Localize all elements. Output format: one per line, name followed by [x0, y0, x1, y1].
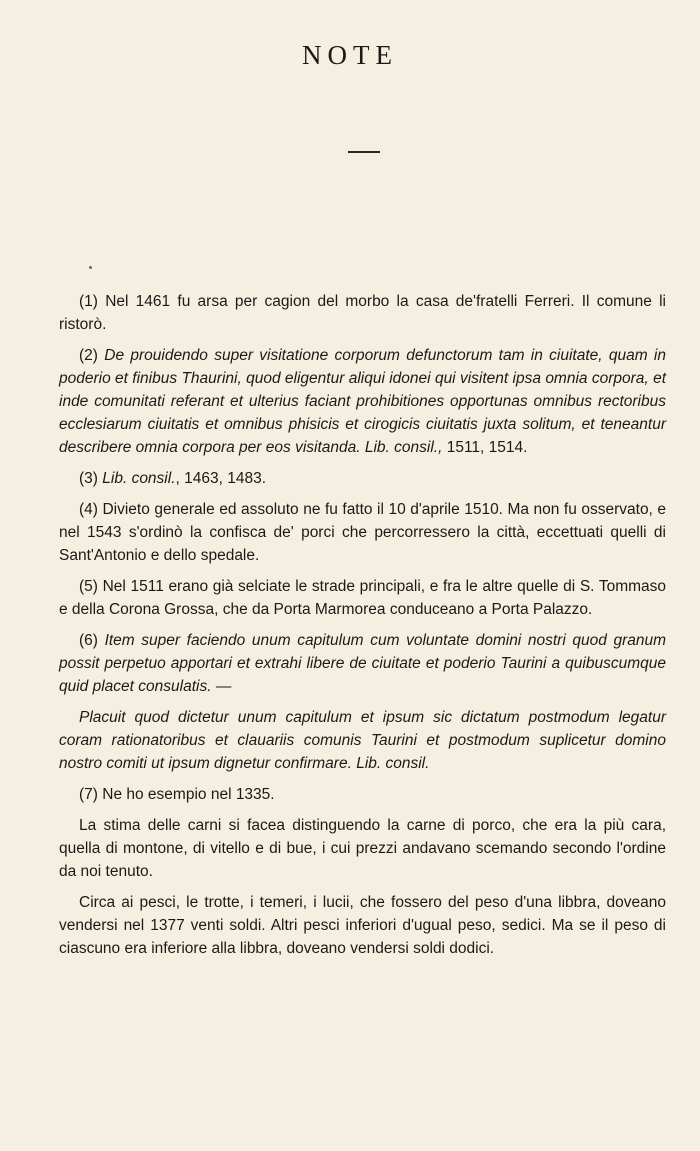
note-7-paragraph-3 [59, 891, 666, 960]
note-text: Divieto generale ed assoluto ne fu fatto il 10 d'aprile 1510. Ma non fu osservato, e nel 1543 s'ordinò la confisca de' porci che percorressero la città, eccettuati quelli di Sant'Antonio e dello spedale. [59, 501, 666, 564]
note-source: Lib. consil. [102, 470, 176, 487]
note-number: (5) [79, 578, 98, 595]
note-5 [59, 575, 666, 621]
note-number: (4) [79, 501, 98, 518]
note-6-continuation [59, 706, 666, 775]
notes-section [59, 290, 666, 968]
note-years: 1511, 1514. [446, 439, 528, 456]
page-title: NOTE [302, 40, 398, 70]
note-1 [59, 290, 666, 336]
note-text: Nel 1461 fu arsa per cagion del morbo la casa de'fratelli Ferreri. Il comune li ristorò. [59, 293, 666, 333]
note-3 [59, 467, 666, 490]
title-divider [348, 151, 380, 153]
note-latin-quote: Placuit quod dictetur unum capitulum et ipsum sic dictatum postmodum legatur coram rationatoribus et clauariis comunis Taurini et postmodum suplicetur domino nostro comiti ut ipsum dignetur confirmare. Lib. consil. [59, 709, 666, 772]
note-text: La stima delle carni si facea distinguendo la carne di porco, che era la più cara, quella di montone, di vitello e di bue, i cui prezzi andavano scemando secondo l'ordine da noi tenuto. [59, 817, 666, 880]
note-number: (6) [79, 632, 98, 649]
note-7 [59, 783, 666, 806]
note-6 [59, 629, 666, 698]
note-2 [59, 344, 666, 459]
note-7-paragraph-2 [59, 814, 666, 883]
note-number: (2) [79, 347, 98, 364]
paper-speck [89, 266, 92, 269]
note-years: , 1463, 1483. [175, 470, 266, 487]
note-text: Circa ai pesci, le trotte, i temeri, i lucii, che fossero del peso d'una libbra, doveano vendersi nel 1377 venti soldi. Altri pesci inferiori d'ugual peso, sedici. Ma se il peso di ciascuno era inferiore alla libbra, doveano vendersi soldi dodici. [59, 894, 666, 957]
note-number: (1) [79, 293, 98, 310]
note-text: Ne ho esempio nel 1335. [102, 786, 275, 803]
note-latin-quote: Item super faciendo unum capitulum cum voluntate domini nostri quod granum possit perpetuo apportari et extrahi libere de ciuitate et poderio Taurini a quibuscumque quid placet consulatis. — [59, 632, 666, 695]
note-number: (3) [79, 470, 98, 487]
note-latin-quote: De prouidendo super visitatione corporum defunctorum tam in ciuitate, quam in poderio et finibus Thaurini, quod eligentur aliqui idonei qui visitent ipsa omnia corpora, et inde comunitati referant et ulterius faciant prohibitiones opportunas omnibus rectoribus ecclesiarum ciuitatis et omnibus phisicis et cirogicis ciuitatis juxta solitum, et teneantur describere omnia corpora per eos visitanda. Lib. consil., [59, 347, 666, 456]
note-text: Nel 1511 erano già selciate le strade principali, e fra le altre quelle di S. Tommaso e della Corona Grossa, che da Porta Marmorea conduceano a Porta Palazzo. [59, 578, 667, 618]
note-number: (7) [79, 786, 98, 803]
note-4 [59, 498, 666, 567]
